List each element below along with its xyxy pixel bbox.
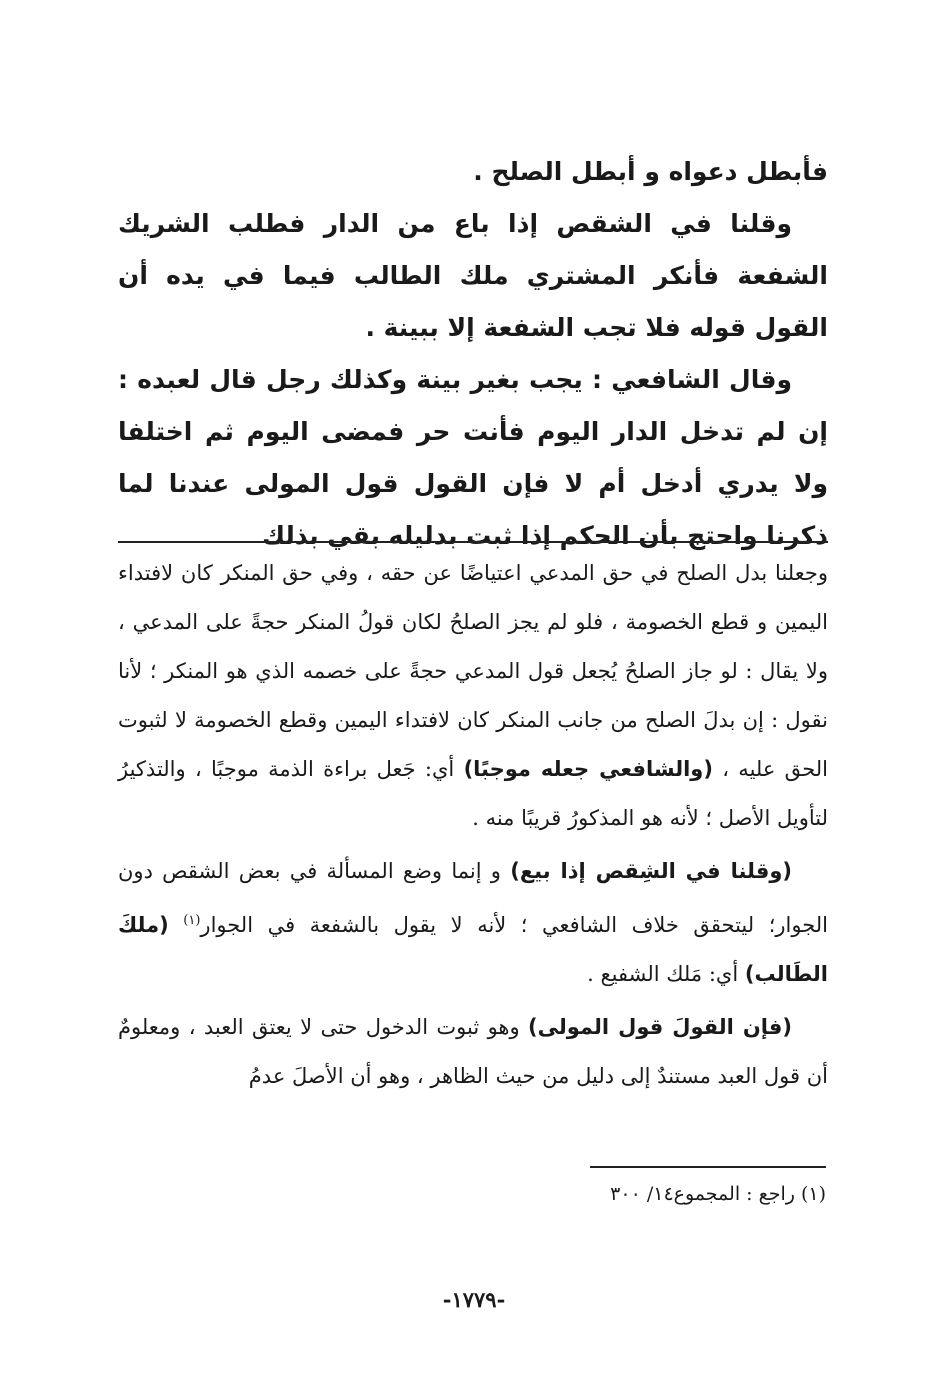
commentary-paragraph-3 bbox=[118, 1003, 828, 1101]
page-number: -١٧٧٩- bbox=[442, 1287, 506, 1312]
commentary-quote: (وقلنا في الشِقص إذا بيع) bbox=[510, 859, 793, 883]
commentary-quote: (والشافعي جعله موجبًا) bbox=[463, 757, 713, 781]
main-text-paragraph-1: فأبطل دعواه و أبطل الصلح . bbox=[473, 157, 828, 186]
main-text-paragraph-2: وقلنا في الشقص إذا باع من الدار فطلب الشريك الشفعة فأنكر المشتري ملك الطالب فيما في يده أن القول قوله فلا تجب الشفعة إلا ببينة . bbox=[118, 209, 828, 342]
commentary-text: و إنما وضع المسألة في بعض الشقص دون الجوار؛ ليتحقق خلاف الشافعي ؛ لأنه لا يقول بالشفعة في الجوار bbox=[118, 859, 828, 937]
commentary-quote: (فإن القولَ قول المولى) bbox=[528, 1015, 792, 1039]
footnote-reference[interactable]: (١) bbox=[183, 913, 201, 928]
commentary-text: وهو ثبوت الدخول حتى لا يعتق العبد ، ومعلومٌ أن قول العبد مستندٌ إلى دليل من حيث الظاهر ، وهو أن الأصلَ عدمُ bbox=[118, 1015, 828, 1088]
commentary-quote: (ملكَ الطَالب) bbox=[118, 913, 828, 986]
main-text-paragraph-3: وقال الشافعي : يجب بغير بينة وكذلك رجل قال لعبده : إن لم تدخل الدار اليوم فأنت حر فمضى اليوم ثم اختلفا ولا يدري أدخل أم لا فإن القول قول المولى عندنا لما ذكرنا واحتج بأن الحكم إذا ثبت بدليله بقي بذلك bbox=[118, 365, 828, 550]
main-text-divider bbox=[118, 541, 828, 543]
main-text bbox=[118, 146, 828, 562]
commentary-text: وجعلنا بدل الصلح في حق المدعي اعتياضًا عن حقه ، وفي حق المنكر كان لافتداء اليمين و قطع الخصومة ، فلو لم يجز الصلحُ لكان قولُ المنكر حجةً على المدعي ، ولا يقال : لو جاز الصلحُ يُجعل قول المدعي حجةً على خصمه الذي هو المنكر ؛ لأنا نقول : إن بدلَ الصلح من جانب المنكر كان لافتداء اليمين وقطع الخصومة لا لثبوت الحق عليه ، bbox=[118, 561, 828, 781]
commentary-paragraph-1 bbox=[118, 549, 828, 843]
footnote-divider bbox=[590, 1166, 826, 1168]
commentary bbox=[118, 549, 828, 1101]
commentary-text: أي: جَعل براءة الذمة موجبًا ، والتذكيرُ لتأويل الأصل ؛ لأنه هو المذكورُ قريبًا منه . bbox=[118, 757, 828, 830]
commentary-paragraph-2 bbox=[118, 847, 828, 999]
commentary-text: أي: مَلك الشفيع . bbox=[587, 962, 739, 986]
footnote: (١) راجع : المجموع١٤/ ٣٠٠ bbox=[610, 1183, 826, 1205]
